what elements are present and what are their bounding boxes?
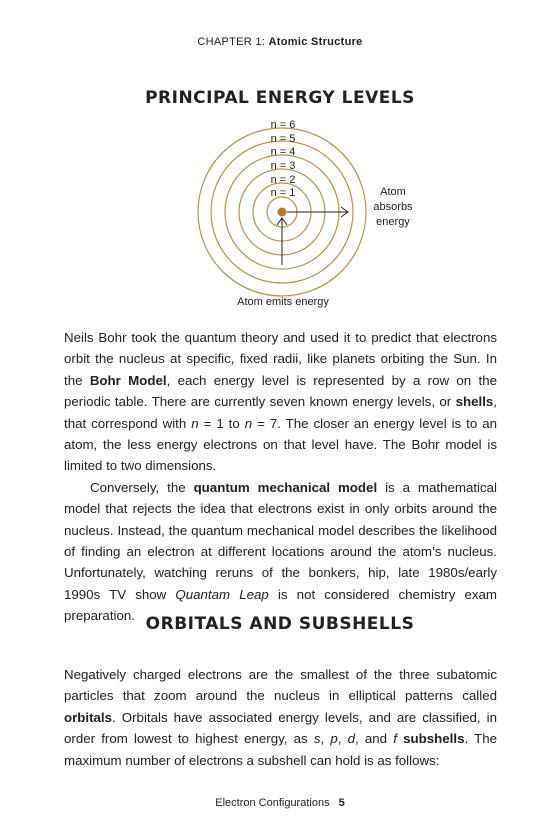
level-label-n6: n = 6 — [270, 119, 296, 131]
text-run: = 1 to — [198, 415, 245, 431]
subshell-f: f — [393, 731, 397, 747]
text-run: , — [320, 731, 331, 747]
term-shells: shells — [455, 394, 494, 410]
text-run: , each energy level is represented by a row on the periodic table. There are currently seven known energy levels, or — [64, 372, 497, 410]
variable-n: n — [244, 415, 253, 431]
show-title: Quantam Leap — [175, 586, 269, 602]
nucleus — [278, 208, 287, 217]
term-subshells: subshells — [403, 731, 465, 747]
bohr-model-diagram — [0, 112, 560, 317]
term-quantum-mechanical-model: quantum mechanical model — [193, 479, 378, 495]
running-head — [0, 36, 560, 48]
subshell-s: s — [313, 731, 321, 747]
section1-body — [64, 327, 497, 627]
level-label-n1: n = 1 — [270, 187, 296, 199]
bohr-model-figure — [0, 112, 560, 317]
term-orbitals: orbitals — [64, 709, 113, 725]
term-bohr-model: Bohr Model — [89, 372, 167, 388]
level-label-n5: n = 5 — [270, 133, 296, 145]
section-heading-principal-energy-levels: PRINCIPAL ENERGY LEVELS — [145, 88, 415, 108]
level-labels — [271, 119, 296, 199]
level-label-n3: n = 3 — [270, 160, 296, 172]
paragraph-bohr-model — [64, 327, 497, 477]
text-run: Negatively charged electrons are the smallest of the three subatomic particles that zoom around the nucleus in elliptical patterns called — [64, 667, 497, 704]
text-run: . Orbitals have associated energy levels, and are classified, in order from lowest to highest energy, as — [64, 709, 497, 747]
subshell-p: p — [330, 731, 338, 747]
paragraph-quantum-model — [64, 477, 497, 627]
chapter-title: Atomic Structure — [268, 36, 363, 48]
text-run: , and — [355, 731, 394, 747]
section2-body — [64, 664, 497, 771]
absorb-label-line-1: Atom — [380, 186, 406, 198]
variable-n: n — [191, 415, 199, 431]
page-number: 5 — [338, 797, 345, 809]
level-label-n4: n = 4 — [270, 146, 296, 158]
level-label-n2: n = 2 — [270, 174, 296, 186]
chapter-label: CHAPTER 1: — [197, 36, 266, 48]
footer-label: Electron Configurations — [215, 797, 330, 809]
text-run: Conversely, the — [90, 479, 194, 495]
text-run: is not considered chemistry exam preparation. — [64, 586, 497, 624]
text-run: Neils Bohr took the quantum theory and used it to predict that electrons orbit the nucleus at specific, fixed radii, like planets orbiting the Sun. In the — [64, 330, 497, 388]
text-run: . The maximum number of electrons a subshell can hold is as follows: — [64, 731, 497, 768]
section-heading-orbitals-and-subshells: ORBITALS AND SUBSHELLS — [145, 614, 415, 634]
text-run: , — [337, 731, 348, 747]
subshell-d: d — [347, 731, 356, 747]
text-run: = 7. The closer an energy level is to an atom, the less energy electrons on that level have. The Bohr model is limited to two dimensions. — [64, 415, 498, 474]
text-run: , that correspond with — [64, 394, 497, 431]
emit-label: Atom emits energy — [237, 296, 329, 308]
paragraph-orbitals — [64, 664, 497, 771]
absorb-label — [373, 186, 413, 228]
absorb-label-line-3: energy — [376, 216, 410, 228]
page-footer — [0, 797, 560, 809]
text-run: is a mathematical model that rejects the idea that electrons exist in only orbits around the nucleus. Instead, the quantum mechanical model describes the likelihood of finding an electron at different locations around the atom’s nucleus. Unfortunately, watching reruns of the bonkers, hip, late 1980s/early 1990s TV show — [64, 479, 497, 602]
absorb-label-line-2: absorbs — [373, 201, 413, 213]
